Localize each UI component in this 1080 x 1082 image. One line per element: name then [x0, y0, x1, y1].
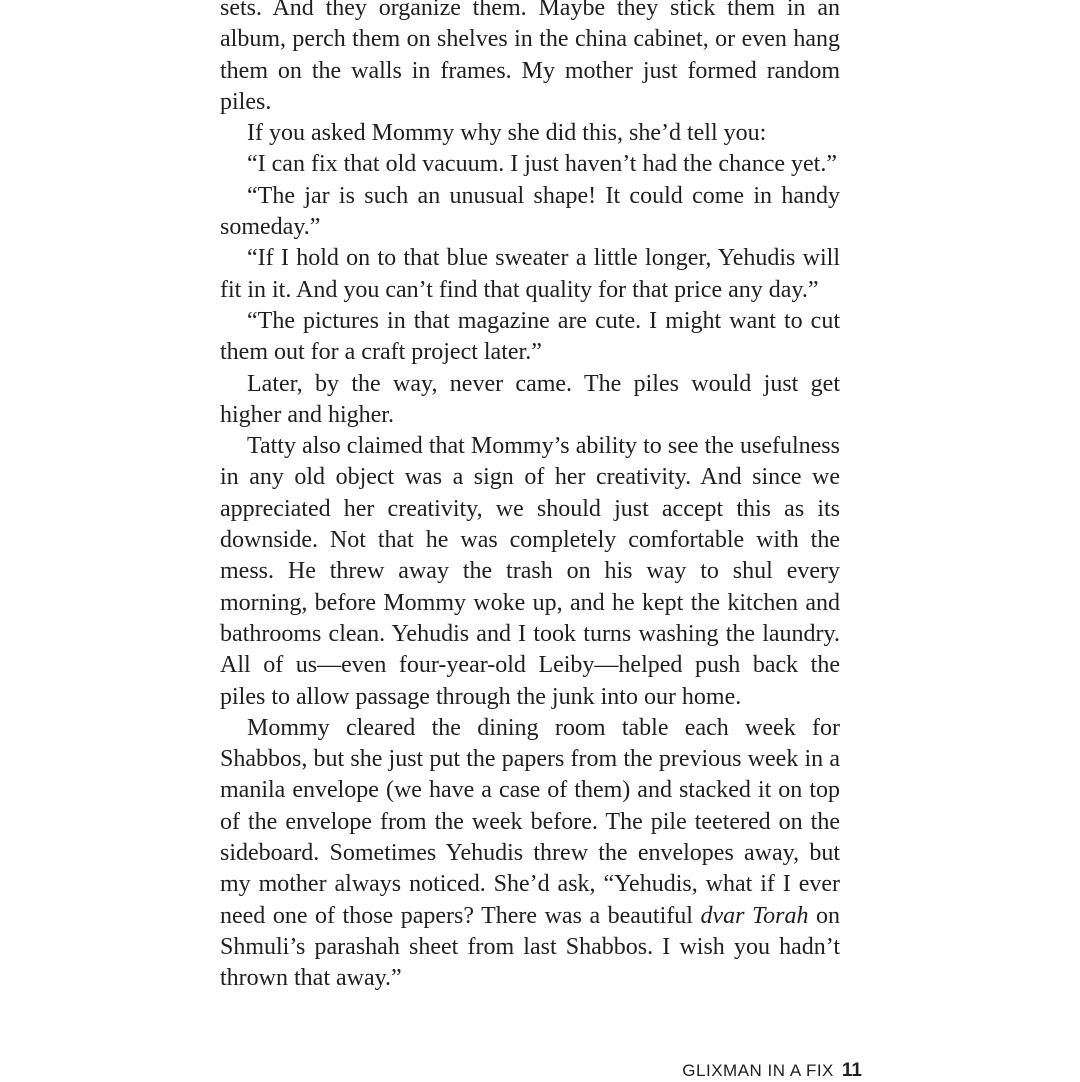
quote-jar: “The jar is such an unusual shape! It could come in handy someday.” [220, 182, 840, 241]
page-footer [682, 1060, 862, 1082]
quote-sweater: “If I hold on to that blue sweater a little longer, Yehudis will fit in it. And you can’t find that quality for that price any day.” [220, 245, 840, 303]
paragraph-mommy-explains: If you asked Mommy why she did this, she’d tell you: [247, 120, 767, 147]
italic-dvar-torah: dvar Torah [700, 902, 809, 929]
page-number: 11 [841, 1060, 862, 1081]
paragraph-shabbos [220, 713, 840, 995]
quote-magazine: “The pictures in that magazine are cute. I might want to cut them out for a craft project later.” [220, 307, 840, 366]
paragraph-shabbos-part-2: on Shmuli’s parashah sheet from last Shabbos. I wish you hadn’t thrown that away.” [220, 902, 841, 992]
running-title: GLIXMAN IN A FIX [682, 1061, 834, 1080]
paragraph-continued: sets. And they organize them. Maybe they stick them in an album, perch them on shelves in the china cabinet, or even hang them on the walls in frames. My mother just formed random piles. [220, 0, 840, 115]
body-text [220, 0, 840, 995]
paragraph-shabbos-part-1: Mommy cleared the dining room table each week for Shabbos, but she just put the papers from the previous week in a manila envelope (we have a case of them) and stacked it on top of the envelope from the week before. The pile teetered on the sideboard. Sometimes Yehudis threw the envelopes away, but my mother always noticed. She’d ask, “Yehudis, what if I ever need one of those papers? There was a beautiful [220, 714, 840, 929]
paragraph-later: Later, by the way, never came. The piles would just get higher and higher. [220, 370, 840, 428]
paragraph-tatty: Tatty also claimed that Mommy’s ability to see the usefulness in any old object was a sign of her creativity. And since we appreciated her creativity, we should just accept this as its downside. Not that he was completely comfortable with the mess. He threw away the trash on his way to shul every morning, before Mommy woke up, and he kept the kitchen and bathrooms clean. Yehudis and I took turns washing the laundry. All of us—even four-year-old Leiby—helped push back the piles to allow passage through the junk into our home. [220, 433, 840, 710]
quote-vacuum: “I can fix that old vacuum. I just haven’t had the chance yet.” [247, 151, 837, 178]
